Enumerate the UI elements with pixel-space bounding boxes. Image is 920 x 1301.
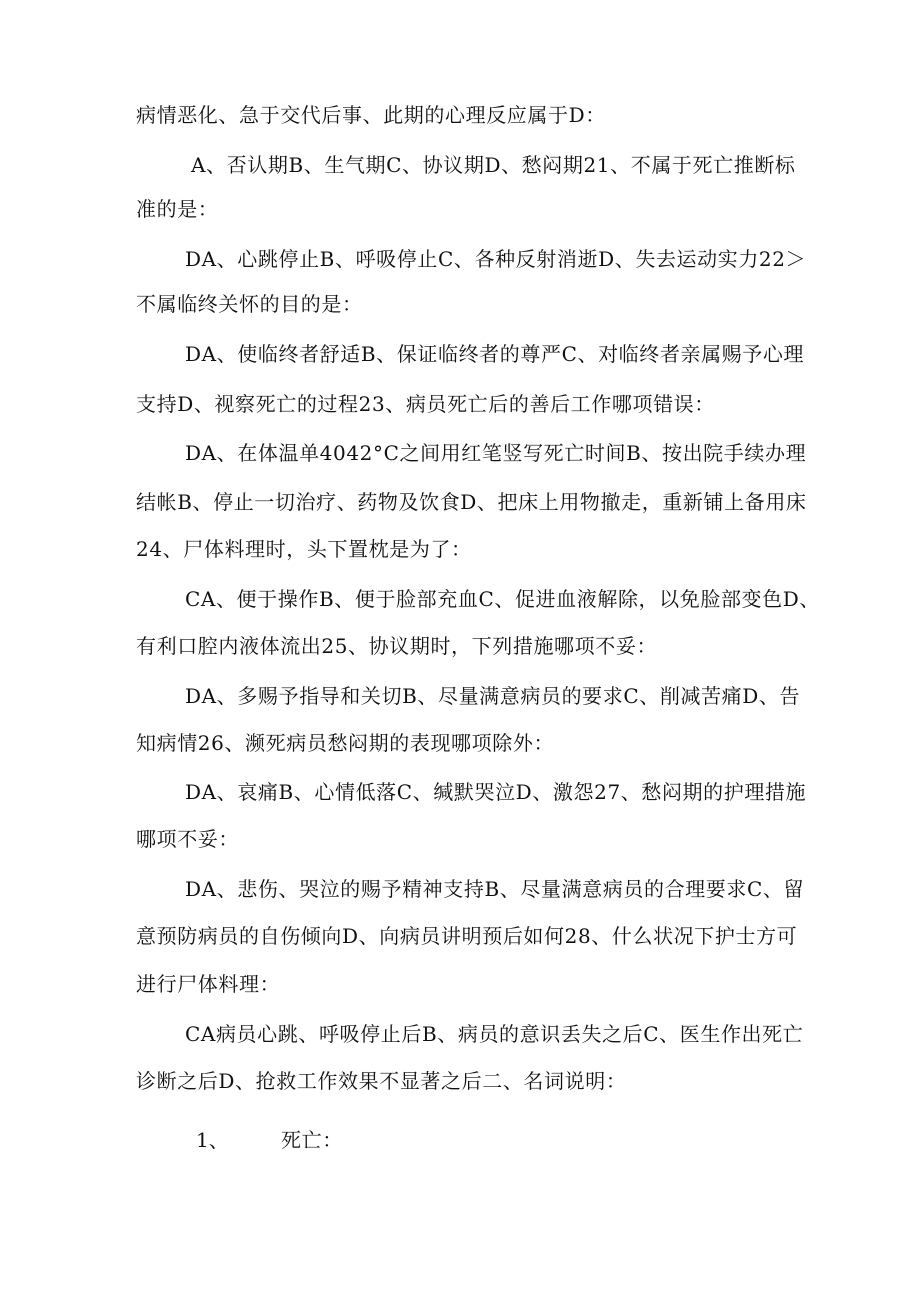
text-line: 结帐B、停止一切治疗、药物及饮食D、把床上用物撤走，重新铺上备用床 [136,490,807,514]
text-line: 诊断之后D、抢救工作效果不显著之后二、名词说明： [136,1069,627,1093]
text-line: CA、便于操作B、便于脸部充血C、促进血液解除，以免脸部变色D、 [185,587,820,611]
text-line: 不属临终关怀的目的是： [136,292,363,316]
text-line: 准的是： [136,197,219,221]
text-line: DA、悲伤、哭泣的赐予精神支持B、尽量满意病员的合理要求C、留 [185,877,805,901]
text-line: 支持D、视察死亡的过程23、病员死亡后的善后工作哪项错误： [136,392,715,416]
text-line: CA病员心跳、呼吸停止后B、病员的意识丢失之后C、医生作出死亡 [185,1022,804,1046]
text-line: 哪项不妥： [136,827,239,851]
term-label: 死亡： [281,1128,343,1152]
text-line: A、否认期B、生气期C、协议期D、愁闷期21、不属于死亡推断标 [191,153,796,177]
text-line: DA、使临终者舒适B、保证临终者的尊严C、对临终者亲属赐予心理 [185,342,805,366]
text-line: 进行尸体料理： [136,972,281,996]
text-line: 意预防病员的自伤倾向D、向病员讲明预后如何28、什么状况下护士方可 [136,924,798,948]
text-line: 24、尸体料理时，头下置枕是为了： [136,537,472,561]
text-line: DA、在体温单4042°C之间用红笔竖写死亡时间B、按出院手续办理 [185,441,807,465]
text-line: 知病情26、濒死病员愁闷期的表现哪项除外： [136,731,555,755]
text-line: DA、心跳停止B、呼吸停止C、各种反射消逝D、失去运动实力22＞ [185,247,807,271]
text-line: DA、多赐予指导和关切B、尽量满意病员的要求C、削减苦痛D、告 [185,684,801,708]
text-line: 有利口腔内液体流出25、协议期时，下列措施哪项不妥： [136,634,658,658]
term-number: 1、 [196,1128,229,1152]
text-line: 病情恶化、急于交代后事、此期的心理反应属于D： [136,103,606,127]
text-line: DA、哀痛B、心情低落C、缄默哭泣D、激怨27、愁闷期的护理措施 [185,780,807,804]
